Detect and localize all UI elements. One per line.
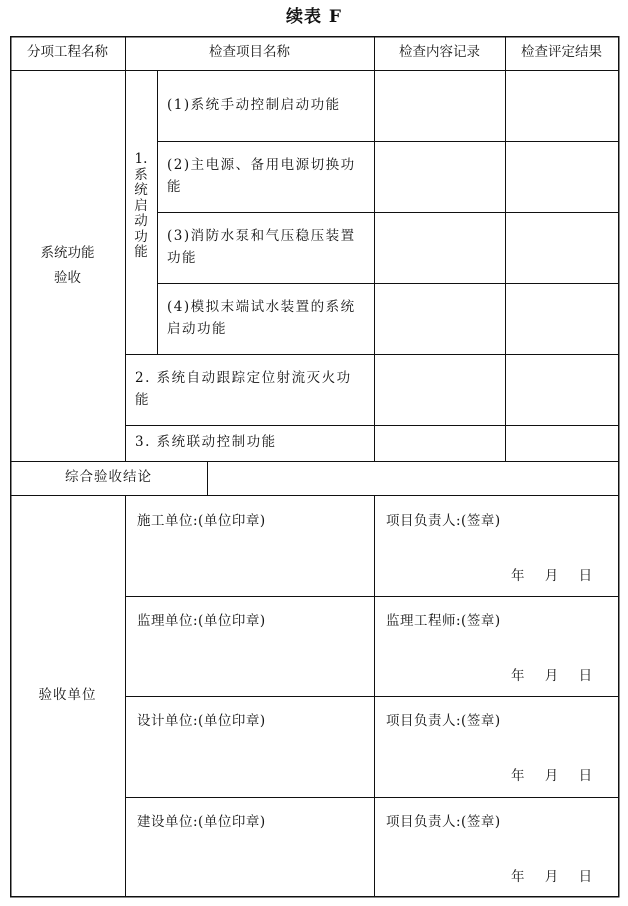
design-date: 年 月 日 [511,768,594,784]
design-manager-label: 项目负责人:(签章) [386,713,501,729]
supervision-date: 年 月 日 [511,668,594,684]
section-system-function-label: 系统功能 验收 [40,245,95,286]
owner-unit-label: 建设单位:(单位印章) [137,814,266,830]
owner-manager-label: 项目负责人:(签章) [386,814,501,830]
page-title: 续表 F [286,7,342,27]
item-pump-pressure: (3)消防水泵和气压稳压装置功能 [167,227,356,266]
item-power-switch: (2)主电源、备用电源切换功能 [167,156,356,195]
design-unit-label: 设计单位:(单位印章) [137,713,266,729]
header-content-record: 检查内容记录 [399,44,480,61]
item-end-test-valve: (4)模拟末端试水装置的系统启动功能 [167,298,356,337]
group-system-startup-label: 1. 系 统 启 动 功 能 [134,151,148,261]
conclusion-label: 综合验收结论 [65,469,152,486]
header-project-name: 分项工程名称 [27,44,108,61]
supervision-unit-label: 监理单位:(单位印章) [137,613,266,629]
item-auto-tracking: 2. 系统自动跟踪定位射流灭火功能 [135,369,352,408]
supervision-engineer-label: 监理工程师:(签章) [386,613,501,629]
owner-date: 年 月 日 [511,869,594,885]
header-item-name: 检查项目名称 [209,44,290,61]
acceptance-unit-label: 验收单位 [38,686,97,703]
construction-unit-label: 施工单位:(单位印章) [137,513,266,529]
header-evaluation-result: 检查评定结果 [521,44,602,61]
construction-manager-label: 项目负责人:(签章) [386,513,501,529]
item-linkage-control: 3. 系统联动控制功能 [135,434,277,451]
construction-date: 年 月 日 [511,568,594,584]
item-manual-start: (1)系统手动控制启动功能 [167,96,341,113]
